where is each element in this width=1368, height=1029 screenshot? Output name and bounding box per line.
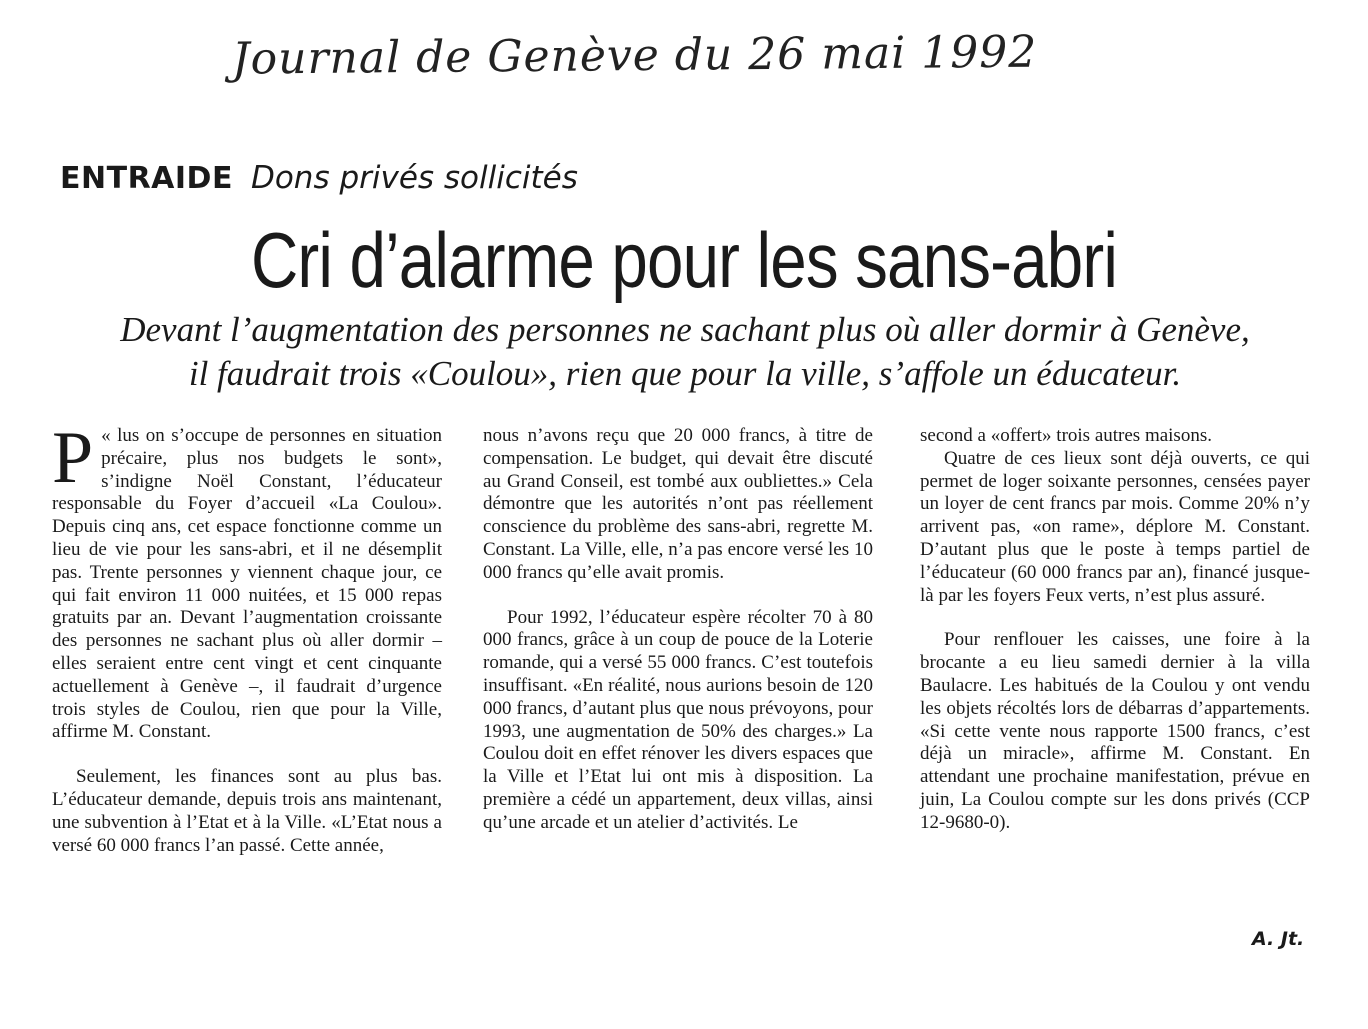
kicker: [60, 160, 578, 196]
article-column-1: [52, 417, 443, 857]
paragraph: [52, 417, 443, 744]
handwritten-source-note: Journal de Genève du 26 mai 1992: [231, 26, 1038, 85]
author-signature: A. Jt.: [1252, 928, 1305, 950]
article-column-2: [483, 425, 873, 835]
dek-line-2: il faudrait trois «Coulou», rien que pour la ville, s’affole un éducateur.: [188, 354, 1182, 393]
subrubric-label: Dons privés sollicités: [250, 160, 578, 196]
paragraph: nous n’avons reçu que 20 000 francs, à titre de compensation. Le budget, qui devait être discuté au Grand Conseil, est tombé aux oubliettes.» Cela démontre que les autorités n’ont pas réellement conscience du problème des sans-abri, regrette M. Constant. La Ville, elle, n’a pas encore versé les 10 000 francs qu’elle avait promis.: [483, 425, 873, 583]
article-column-3: [920, 425, 1310, 835]
paragraph: Pour renflouer les caisses, une foire à la brocante a eu lieu samedi dernier à la villa Baulacre. Les habitués de la Coulou y ont vendu les objets récoltés lors de débarras d’appartements. «Si cette vente nous rapporte 1500 francs, c’est déjà un miracle», affirme M. Constant. En attendant une prochaine manifestation, prévue en juin, La Coulou compte sur les dons privés (CCP 12-9680-0).: [920, 629, 1310, 833]
paragraph: Pour 1992, l’éducateur espère récolter 70 à 80 000 francs, grâce à un coup de pouce de la Loterie romande, qui a versé 55 000 francs. C’est toutefois insuffisant. «En réalité, nous aurions besoin de 120 000 francs, d’autant plus que nous prévoyons, pour 1993, une augmentation de 50% des charges.» La Coulou doit en effet rénover les divers espaces que la Ville et l’Etat lui ont mis à disposition. La première a cédé un appartement, deux villas, ainsi qu’une arcade et un atelier d’activités. Le: [483, 606, 873, 833]
paragraph: second a «offert» trois autres maisons.: [920, 425, 1212, 446]
paragraph-text: lus on s’occupe de personnes en situation précaire, plus nos budgets le sont», s’indigne Noël Constant, l’éducateur responsable du Foyer d’accueil «La Coulou». Depuis cinq ans, cet espace fonctionne comme un lieu de vie pour les sans-abri, et il ne désemplit pas. Trente personnes y viennent chaque jour, ce qui fait environ 11 000 nuitées, et 15 000 repas gratuits par an. Devant l’augmentation croissante des personnes ne sachant plus où aller dormir – elles seraient entre cent vingt et cent cinquante actuellement à Genève –, il faudrait d’urgence trois styles de Coulou, rien que pour la Ville, affirme M. Constant.: [52, 425, 443, 743]
paragraph: Seulement, les finances sont au plus bas. L’éducateur demande, depuis trois ans maintenant, une subvention à l’Etat et à la Ville. «L’Etat nous a versé 60 000 francs l’an passé. Cette année,: [52, 766, 442, 856]
rubric-label: ENTRAIDE: [60, 161, 233, 196]
article-headline: Cri d’alarme pour les sans-abri: [250, 216, 1118, 304]
dek-line-1: Devant l’augmentation des personnes ne sachant plus où aller dormir à Genève,: [120, 310, 1250, 349]
article-dek: [40, 308, 1330, 396]
paragraph: Quatre de ces lieux sont déjà ouverts, ce qui permet de loger soixante personnes, censées payer un loyer de cent francs par mois. Comme 20% n’y arrivent pas, «on rame», déplore M. Constant. D’autant plus que le poste à temps partiel de l’éducateur (60 000 francs par an), financé jusque-là par les foyers Feux verts, n’est plus assuré.: [920, 447, 1310, 606]
drop-cap: P: [52, 417, 94, 499]
opening-quote: «: [101, 425, 111, 446]
